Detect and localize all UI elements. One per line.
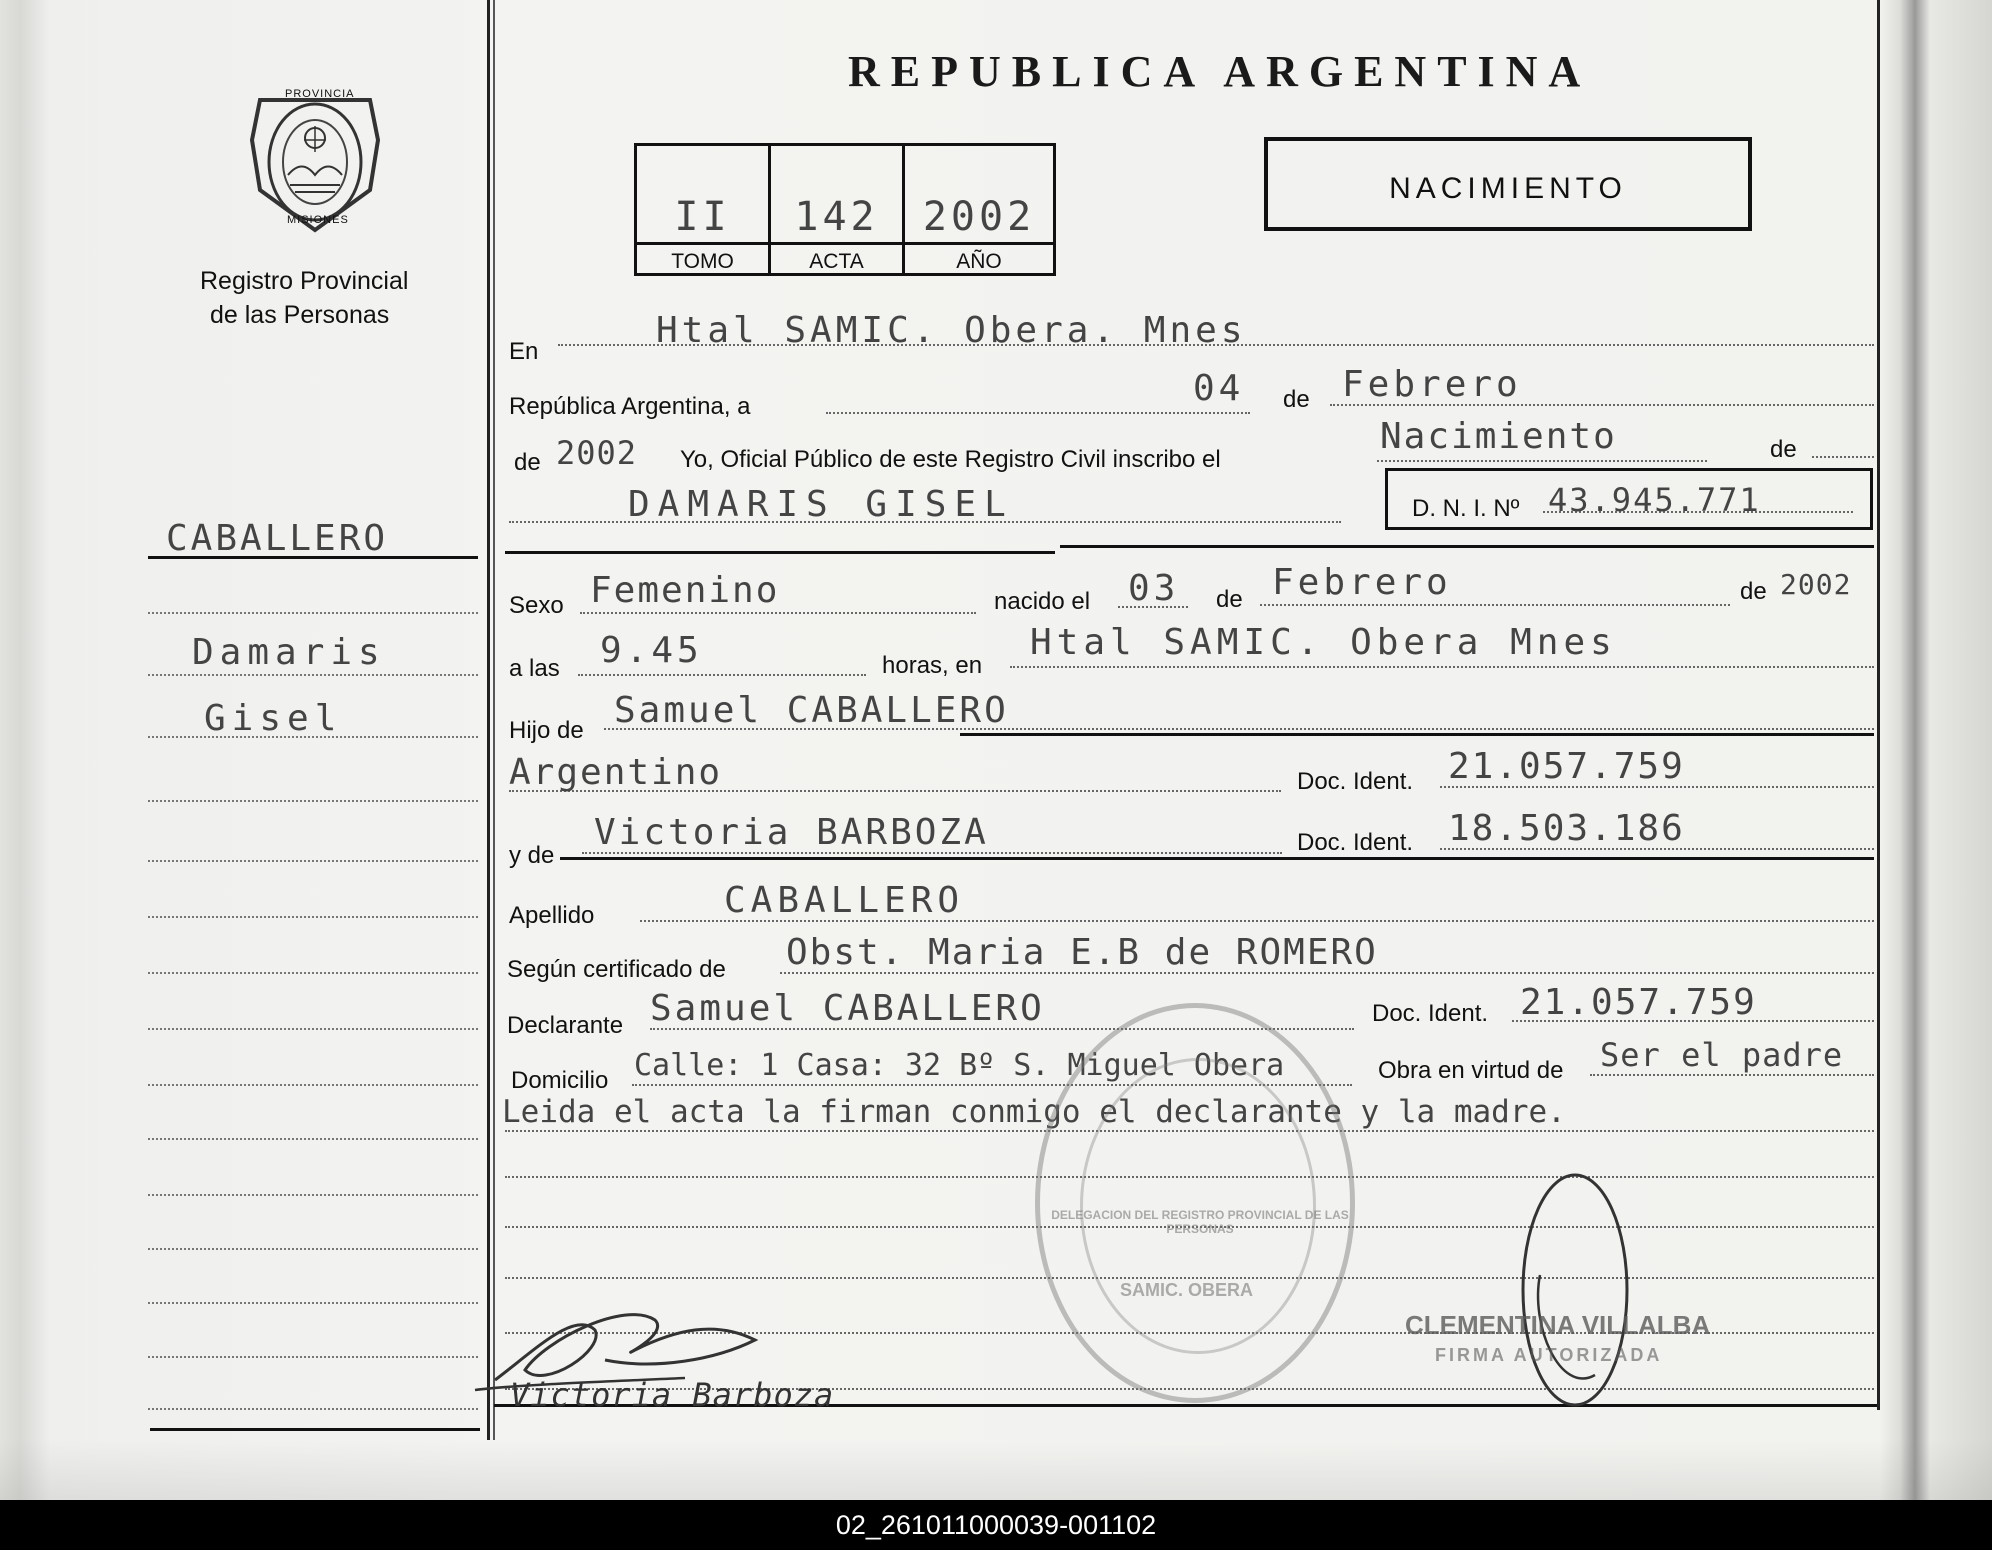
inscribe-value: Nacimiento — [1380, 416, 1617, 457]
dni-box — [1385, 468, 1873, 530]
de-label-2: de — [1770, 436, 1797, 463]
signature-declarante-icon — [455, 1290, 855, 1440]
mother-signature: Victoria Barboza — [510, 1376, 835, 1414]
stamp-inner-text: SAMIC. OBERA — [1120, 1280, 1254, 1300]
alas-label: a las — [509, 655, 560, 682]
seal-top-text: PROVINCIA — [285, 88, 355, 100]
margin-surname-line — [148, 556, 478, 559]
separator-line-3 — [960, 733, 1874, 736]
acta-cell — [771, 146, 905, 273]
dni-value: 43.945.771 — [1548, 481, 1761, 519]
sexo-label: Sexo — [509, 592, 564, 619]
tomo-label: TOMO — [637, 242, 768, 279]
father-nationality: Argentino — [509, 752, 723, 793]
acta-label: ACTA — [771, 242, 902, 279]
birth-year: 2002 — [1780, 568, 1852, 601]
registry-stamp — [1035, 1003, 1355, 1403]
de-label-1: de — [1283, 386, 1310, 413]
margin-line-5 — [148, 860, 478, 862]
seal-bottom-text: MISIONES — [287, 214, 349, 226]
leida-value: Leida el acta la firman conmigo el declarante y la madre. — [502, 1094, 1566, 1130]
yde-label: y de — [509, 842, 555, 869]
inscribe-dotline — [1377, 460, 1707, 462]
obra-label: Obra en virtud de — [1378, 1057, 1564, 1084]
declarante-label: Declarante — [507, 1012, 624, 1039]
name-value: DAMARIS GISEL — [628, 484, 1014, 525]
margin-line-10 — [148, 1138, 478, 1140]
file-id-footer: 02_261011000039-001102 — [0, 1500, 1992, 1550]
domicilio-label: Domicilio — [511, 1067, 609, 1094]
alas-dotline — [578, 674, 866, 676]
margin-line-2 — [148, 674, 478, 676]
declarante-doc: 21.057.759 — [1520, 982, 1757, 1023]
margin-surname: CABALLERO — [166, 518, 389, 559]
margin-line-4 — [148, 800, 478, 802]
en-value: Htal SAMIC. Obera. Mnes — [656, 310, 1247, 351]
year-prefix: de — [514, 449, 541, 476]
de-label-4: de — [1740, 578, 1767, 605]
ano-value: 2002 — [922, 194, 1036, 240]
margin-line-13 — [148, 1302, 478, 1304]
segun-value: Obst. Maria E.B de ROMERO — [786, 932, 1378, 973]
year-value: 2002 — [556, 434, 638, 472]
margin-first-name: Damaris — [192, 632, 386, 673]
margin-line-14 — [148, 1356, 478, 1358]
en-label: En — [509, 338, 539, 365]
form-right-border — [1877, 0, 1880, 1410]
margin-line-6 — [148, 916, 478, 918]
margin-line-8 — [148, 1028, 478, 1030]
margin-line-12 — [148, 1248, 478, 1250]
tomo-cell — [637, 146, 771, 273]
mother-doc-label: Doc. Ident. — [1297, 829, 1414, 856]
birth-month: Febrero — [1272, 562, 1452, 603]
declarante-doc-label: Doc. Ident. — [1372, 1000, 1489, 1027]
birth-day: 03 — [1128, 568, 1180, 609]
father-doc: 21.057.759 — [1448, 746, 1685, 787]
country-title: REPUBLICA ARGENTINA — [848, 47, 1592, 96]
date-dotline — [826, 412, 1250, 414]
hijo-label: Hijo de — [509, 717, 584, 744]
page-shadow — [0, 1440, 1992, 1500]
separator-line-2 — [1060, 545, 1874, 548]
month-value: Febrero — [1342, 364, 1522, 405]
nacido-label: nacido el — [994, 588, 1091, 615]
father-doc-label: Doc. Ident. — [1297, 768, 1414, 795]
official-name: CLEMENTINA VILLALBA — [1405, 1310, 1711, 1340]
de-label-3: de — [1216, 586, 1243, 613]
mother-name: Victoria BARBOZA — [594, 812, 989, 853]
father-name: Samuel CABALLERO — [614, 690, 1009, 731]
margin-line-15 — [148, 1408, 478, 1410]
apellido-label: Apellido — [509, 902, 595, 929]
sexo-value: Femenino — [590, 570, 780, 611]
record-number-box — [634, 143, 1056, 276]
act-type-box: NACIMIENTO — [1264, 137, 1752, 231]
signature-official-icon — [1500, 1165, 1650, 1425]
horas-dotline — [1010, 666, 1874, 668]
republica-label: República Argentina, a — [509, 393, 751, 420]
alas-value: 9.45 — [600, 630, 703, 671]
mother-doc: 18.503.186 — [1448, 808, 1685, 849]
margin-line-1 — [148, 612, 478, 614]
column-divider-left — [487, 0, 490, 1440]
ano-cell — [905, 146, 1053, 273]
domicilio-value: Calle: 1 Casa: 32 Bº S. Miguel Obera — [634, 1048, 1285, 1083]
separator-line-4 — [560, 857, 1874, 860]
margin-bottom-line — [150, 1428, 480, 1431]
stamp-inner-ring — [1080, 1058, 1316, 1354]
margin-line-7 — [148, 972, 478, 974]
margin-line-11 — [148, 1194, 478, 1196]
separator-line-1 — [505, 551, 1055, 554]
sexo-dotline — [580, 612, 976, 614]
birthmonth-dotline — [1260, 604, 1730, 606]
margin-line-3 — [148, 736, 478, 738]
yo-statement: Yo, Oficial Público de este Registro Civil inscribo el — [680, 446, 1221, 473]
obra-value: Ser el padre — [1600, 1036, 1844, 1074]
stamp-text: DELEGACION DEL REGISTRO PROVINCIAL DE LAS PERSONAS — [1051, 1208, 1349, 1236]
acta-value: 142 — [794, 194, 879, 240]
horas-value: Htal SAMIC. Obera Mnes — [1030, 622, 1617, 663]
de2-dotline — [1812, 456, 1874, 458]
ano-label: AÑO — [905, 242, 1053, 279]
apellido-value: CABALLERO — [724, 880, 965, 921]
day-value: 04 — [1193, 368, 1245, 409]
declarante-value: Samuel CABALLERO — [650, 988, 1045, 1029]
registry-title-line2: de las Personas — [210, 301, 390, 329]
official-role: FIRMA AUTORIZADA — [1435, 1345, 1663, 1365]
registry-title-line1: Registro Provincial — [200, 267, 409, 295]
margin-line-9 — [148, 1084, 478, 1086]
segun-label: Según certificado de — [507, 956, 726, 983]
margin-second-name: Gisel — [204, 698, 343, 739]
tomo-value: II — [674, 194, 731, 240]
column-divider-inner — [493, 0, 495, 1440]
obra-dotline — [1590, 1074, 1874, 1076]
dni-label: D. N. I. Nº — [1412, 495, 1520, 522]
horas-label: horas, en — [882, 652, 983, 679]
